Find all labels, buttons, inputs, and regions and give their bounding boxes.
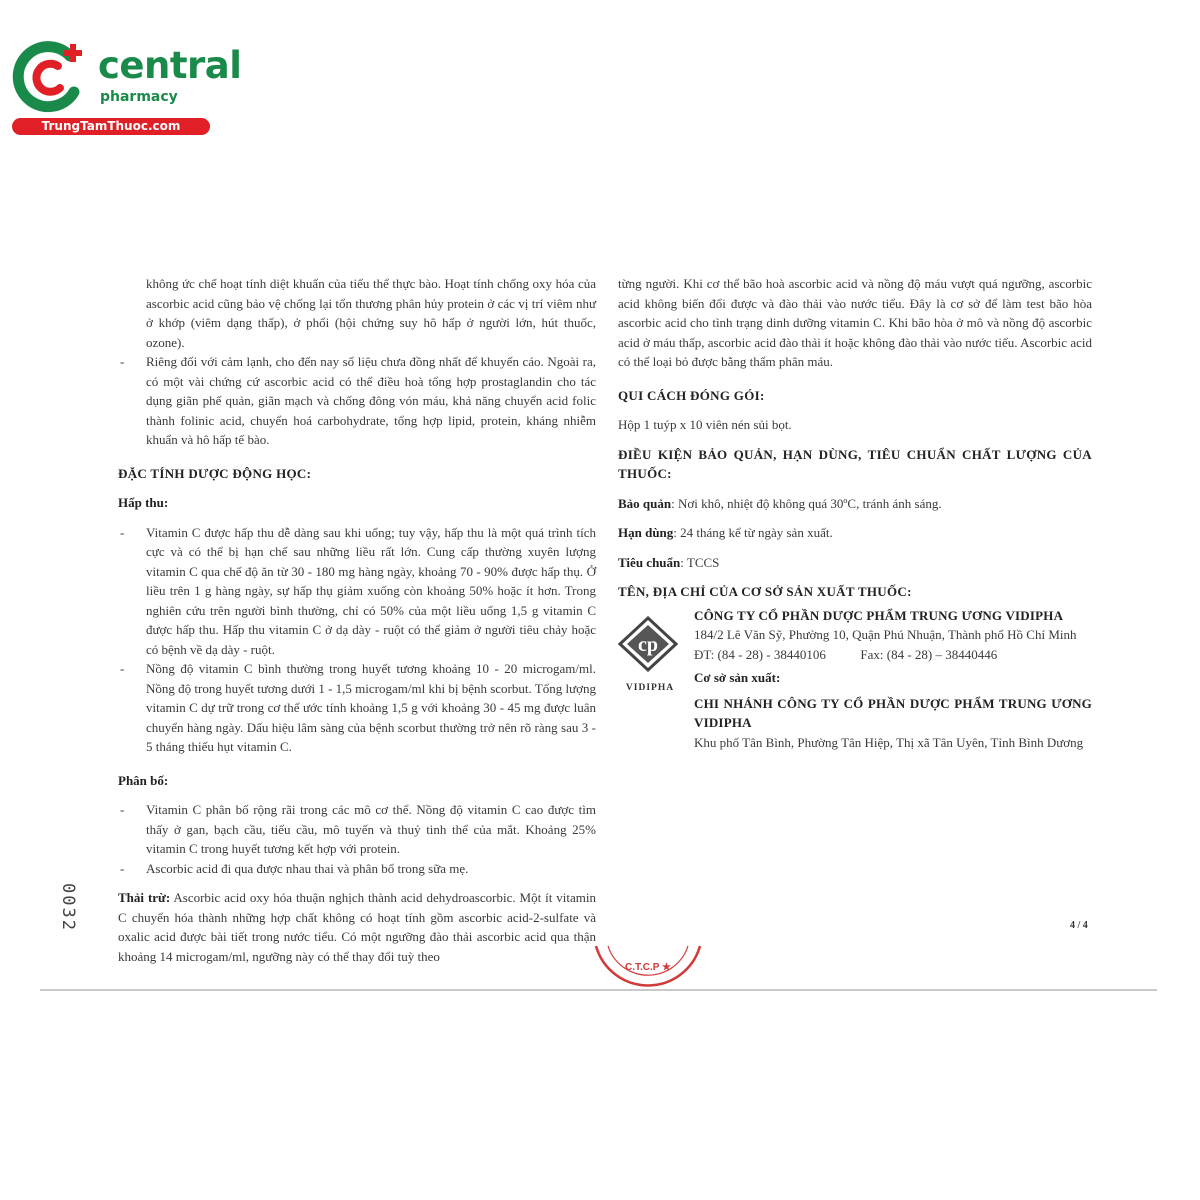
heading-packaging: QUI CÁCH ĐÓNG GÓI: — [618, 387, 765, 403]
bullet-text-cold: Riêng đối với cảm lạnh, cho đến nay số liệu chưa đồng nhất để khuyến cáo. Ngoài ra, có một vài chứng cứ ascorbic acid có thể điều hoà tổng hợp prostaglandin cho tác dụng giãn phế quản, giãn mạch và chống đông vón máu, khả năng chuyển acid folic thành folinic acid, chuyển hoá carbohydrate, tổng hợp lipid, protein, kháng nhiễm khuẩn và hô hấp tế bào. — [146, 354, 596, 447]
company-seal-stamp — [588, 940, 708, 990]
bullet-text-absorption: Vitamin C được hấp thu dễ dàng sau khi uống; tuy vậy, hấp thu là một quá trình tích cực và có thể bị hạn chế sau những liều rất lớn. Cung cấp thường xuyên lượng vitamin C qua chế độ ăn từ 30 - 180 mg hàng ngày, khoảng 70 - 90% được hấp thụ. Ở liều trên 1 g hàng ngày, sự hấp thụ giảm xuống còn khoảng 50% hoặc ít hơn. Trong nghiên cứu trên người bình thường, chỉ có 50% của một liều uống 1,5 g vitamin C được hấp thu. Hấp thu vitamin C ở dạ dày - ruột có thể giảm ở người tiêu chảy hoặc có bệnh về dạ dày - ruột. — [146, 524, 596, 657]
bullet-dash: - — [120, 661, 125, 676]
bullet-text-distribution: Vitamin C phân bố rộng rãi trong các mô cơ thể. Nồng độ vitamin C cao được tìm thấy ở gan, bạch cầu, tiểu cầu, mô tuyến và thuỷ tinh thể của mắt. Khoảng 25% vitamin C trong huyết tương kết hợp với protein. — [146, 802, 596, 856]
expiry-value: : 24 tháng kể từ ngày sản xuất. — [673, 525, 833, 540]
heading-manufacturer: TÊN, ĐỊA CHỈ CỦA CƠ SỞ SẢN XUẤT THUỐC: — [618, 584, 912, 599]
subheading-absorption: Hấp thu: — [118, 495, 169, 510]
central-pharmacy-logo — [10, 38, 242, 138]
elimination-label: Thải trừ: — [118, 890, 171, 905]
vidipha-label: VIDIPHA — [625, 683, 675, 693]
vidipha-logo — [618, 616, 682, 699]
central-pharmacy-c-icon — [12, 40, 90, 116]
bottom-divider — [40, 989, 1157, 991]
storage-label: Bảo quản — [618, 495, 672, 511]
stamp-text: C.T.C.P ★ — [624, 962, 672, 973]
bullet-dash: - — [120, 802, 125, 817]
logo-url-badge: TrungTamThuoc.com — [12, 118, 210, 135]
company-contact — [694, 645, 1092, 665]
bullet-dash: - — [120, 524, 125, 540]
packaging-text: Hộp 1 tuýp x 10 viên nén sủi bọt. — [618, 417, 792, 432]
paragraph-elimination-continued: từng người. Khi cơ thể bão hoà ascorbic acid và nồng độ máu vượt quá ngưỡng, ascorbic acid không biến đổi được và đào thải vào nước tiểu. Đây là cơ sở để làm test bão hòa ascorbic acid cho tình trạng dinh dưỡng vitamin C. Khi bão hòa ở mô và nồng độ ascorbic acid ở máu thấp, ascorbic acid đào thải ít hoặc không đào thải vào nước tiểu. Ascorbic acid có thể loại bỏ được bằng thẩm phân máu. — [618, 276, 1092, 369]
standard-label: Tiêu chuẩn — [618, 554, 681, 570]
vidipha-emblem-icon — [618, 616, 678, 672]
subheading-distribution: Phân bố: — [118, 772, 169, 788]
storage-line — [618, 494, 1092, 514]
company-details — [694, 606, 1092, 753]
bullet-dash: - — [120, 354, 125, 369]
bullet-dash: - — [120, 860, 125, 876]
branch-name: CHI NHÁNH CÔNG TY CỔ PHẦN DƯỢC PHẨM TRUNG ƯƠNG VIDIPHA — [694, 695, 1092, 730]
company-phone: ĐT: (84 - 28) - 38440106 — [694, 646, 826, 662]
list-item — [118, 859, 596, 879]
company-fax: Fax: (84 - 28) – 38440446 — [860, 646, 998, 662]
bullet-text-plasma: Nồng độ vitamin C bình thường trong huyết tương khoảng 10 - 20 microgam/ml. Nồng độ trong huyết tương dưới 1 - 1,5 microgam/ml khi bị bệnh scorbut. Tổng lượng vitamin C dự trữ trong cơ thể ước tính khoảng 1,5 g với khoảng 30 - 45 mg được luân chuyển hàng ngày. Dấu hiệu lâm sàng của bệnh scorbut thường trở nên rõ ràng sau 3 - 5 tháng thiếu hụt vitamin C. — [146, 661, 596, 754]
company-address: 184/2 Lê Văn Sỹ, Phường 10, Quận Phú Nhuận, Thành phố Hồ Chí Minh — [694, 627, 1077, 642]
bullet-text-placenta: Ascorbic acid đi qua được nhau thai và phân bố trong sữa mẹ. — [146, 860, 469, 876]
heading-pharmacokinetics: ĐẶC TÍNH DƯỢC ĐỘNG HỌC: — [118, 465, 312, 481]
branch-address: Khu phố Tân Bình, Phường Tân Hiệp, Thị xã Tân Uyên, Tỉnh Bình Dương — [694, 734, 1084, 750]
logo-brand-sub: pharmacy — [100, 89, 178, 105]
standard-value: : TCCS — [680, 554, 720, 570]
company-block — [618, 606, 1092, 753]
storage-value: : Nơi khô, nhiệt độ không quá 30ºC, tránh ánh sáng. — [671, 495, 942, 511]
company-name: CÔNG TY CỔ PHẦN DƯỢC PHẨM TRUNG ƯƠNG VIDIPHA — [694, 607, 1064, 623]
logo-brand-name: central — [98, 44, 242, 87]
list-item — [118, 800, 596, 859]
svg-text:cp: cp — [638, 633, 658, 656]
list-item — [118, 352, 596, 450]
left-column — [118, 274, 596, 966]
elimination-text: Ascorbic acid oxy hóa thuận nghịch thành acid dehydroascorbic. Một ít vitamin C chuyển hóa thành những hợp chất không có hoạt tính gồm ascorbic acid-2-sulfate và oxalic acid được bài tiết trong nước tiểu. Có một ngưỡng đào thải ascorbic acid qua thận khoảng 14 microgam/ml, ngưỡng này có thể thay đổi tuỳ theo — [118, 890, 596, 964]
page-number: 4 / 4 — [1070, 920, 1088, 931]
heading-storage-conditions: ĐIỀU KIỆN BẢO QUẢN, HẠN DÙNG, TIÊU CHUẨN CHẤT LƯỢNG CỦA THUỐC: — [618, 446, 1092, 481]
list-item — [118, 659, 596, 757]
list-item — [118, 523, 596, 660]
paragraph-elimination — [118, 888, 596, 966]
expiry-line — [618, 523, 1092, 543]
standard-line — [618, 553, 1092, 573]
right-column — [618, 274, 1092, 752]
facility-label: Cơ sở sản xuất: — [694, 670, 781, 685]
expiry-label: Hạn dùng — [618, 525, 674, 540]
side-serial-number: 0032 — [58, 883, 78, 932]
paragraph-antioxidant: không ức chế hoạt tính diệt khuẩn của tiểu thể thực bào. Hoạt tính chống oxy hóa của ascorbic acid cũng bảo vệ chống lại tổn thương phân hủy protein ở các vị trí viêm như ở khớp (viêm dạng thấp), ở phổi (hội chứng suy hô hấp ở người lớn, hút thuốc, ozone). — [146, 276, 596, 350]
